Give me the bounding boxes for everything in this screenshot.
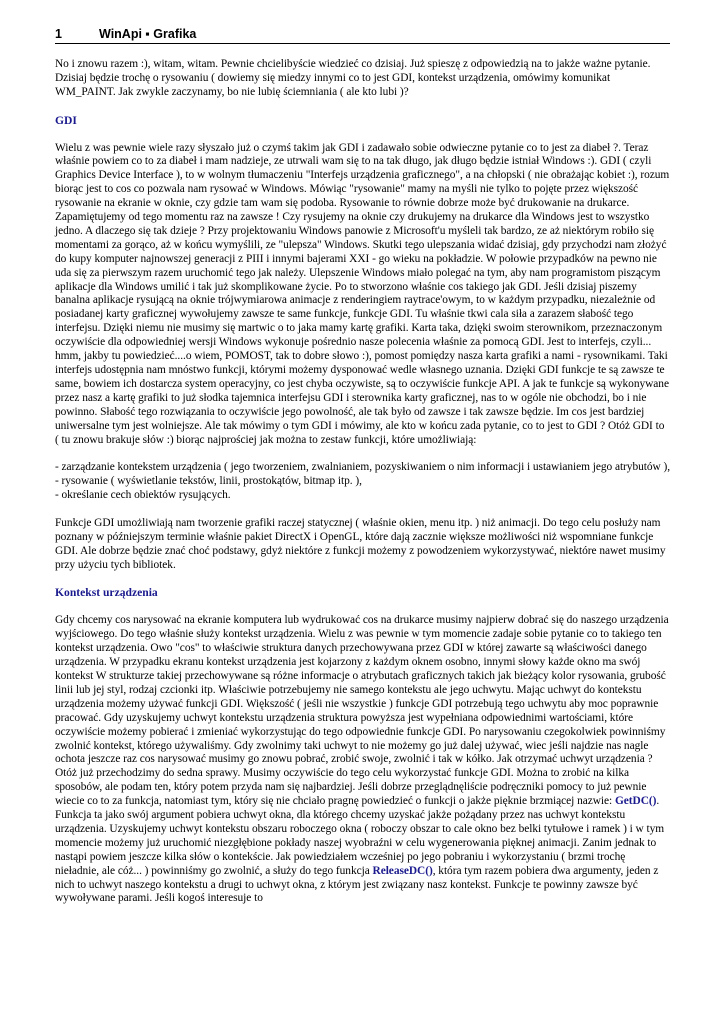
- list-item: - zarządzanie kontekstem urządzenia ( jego tworzeniem, zwalnianiem, pozyskiwaniem o nim informacji i ustawianiem jego atrybutów ),: [55, 461, 671, 474]
- gdi-paragraph: Wielu z was pewnie wiele razy słyszało już o czymś takim jak GDI i zadawało sobie odwieczne pytanie co to jest za diabeł ?. Teraz właśnie powiem co to za diabeł i mam nadzieje, ze utrwali wam się to na tak długo, jak długo będzie istniał Windows :). GDI ( czyli Graphics Device Interface ), to w wolnym tłumaczeniu "Interfejs urządzenia graficznego", a na chłopski ( nie obrażając kobiet :), rozum biorąc jest to cos co pozwala nam rysować w Windows. Mówiąc "rysowanie" mamy na myśli nie tylko to pojęte przez większość rysowanie na ekranie w oknie, czy gdzie tam wam się podoba. Rysowanie to równie dobrze może być drukowanie na drukarce. Zapamiętujemy od tego momentu raz na zawsze ! Czy rysujemy na oknie czy drukujemy na drukarce dla Windows jest to wszystko jedno. A dlaczego się tak dzieje ? Przy projektowaniu Windows panowie z Microsoft'u myśleli tak bardzo, ze aż niektórym robiło się momentami za gorąco, aż w końcu wymyślili, ze "ulepsza" Windows. Skutki tego ulepszania widać dzisiaj, gdy przychodzi nam złożyć do kupy komputer najnowszej generacji z PIII i innymi bajerami XXI - go wieku na pokładzie. W połowie przypadków na pewno nie uda się za pierwszym razem uruchomić tego jak należy. Ulepszenie Windows miało polegać na tym, aby nam programistom piszącym aplikacje dla Windows umilić i tak już skomplikowane życie. Po to stworzono właśnie cos takiego jak GDI. Jeśli dzisiaj piszemy banalna aplikacje rysującą na oknie trójwymiarowa animacje z renderingiem raytrace'owym, to w każdym przypadku, niezależnie od posiadanej karty graficznej wywołujemy zawsze te same funkcje, funkcje GDI. Tu właśnie tkwi cala siła a zarazem słabość tego interfejsu. Dzięki niemu nie musimy się martwic o to jaka mamy kartę grafiki. Karta taka, dzięki swoim sterownikom, przeznaczonym oczywiście dla odpowiedniej wersji Windows wykonuje pośrednio nasze polecenia właśnie za pomocą GDI. Jest to interfejs, czyli... hmm, jakby tu powiedzieć....o wiem, POMOST, tak to dobre słowo :), pomost pomiędzy nasza karta grafiki a nami - rysownikami. Taki interfejs udostępnia nam mnóstwo funkcji, którymi możemy dysponować wedle własnego uznania. Dzięki GDI funkcje te są zawsze te same, bowiem ich dostarcza system operacyjny, co jest chyba oczywiste, są to oczywiście funkcje API. A jak te funkcje są wykonywane przez nasz a kartę grafiki to już słodka tajemnica interfejsu GDI i sterownika karty graficznej, nas to w ogóle nie obchodzi, bo i nie powinno. Słabość tego rozwiązania to oczywiście jego powolność, ale tak było od zawsze i tak zawsze będzie. Im cos jest bardziej uniwersalne tym jest wolniejsze. Ale tak mówimy o tym GDI i mówimy, ale kto w końcu zada pytanie, co to jest to GDI ? Otóż GDI to ( tu znowu brakuje słów :) biorąc najprościej jak można to zestaw funkcji, które umożliwiają:: [55, 141, 670, 446]
- document-page: [55, 27, 670, 906]
- list-item: - określanie cech obiektów rysujących.: [55, 489, 231, 502]
- gdi-bullet-list: [55, 461, 670, 503]
- context-text-part: , która tym razem pobiera dwa argumenty, jeden z nich to uchwyt naszego kontekstu a drugi to uchwyt okna, z którym jest związany nasz kontekst. Funkcje te powinny zawsze być wywoływane parami. Jeśli kogoś interesuje to: [55, 864, 659, 905]
- context-text-part: Gdy chcemy cos narysować na ekranie komputera lub wydrukować cos na drukarce musimy najpierw dobrać się do naszego urządzenia wyjściowego. Do tego właśnie służy kontekst urządzenia. Wielu z was pewnie w tym momencie zadaje sobie pytanie co to takiego ten kontekst urządzenia. Owo "cos" to właściwie struktura danych przechowywana przez GDI w której zawarte są właściwości danego urządzenia. W przypadku ekranu kontekst urządzenia jest kojarzony z każdym oknem osobno, innymi słowy każde okno ma swój kontekst W strukturze takiej przechowywane są różne informacje o atrybutach graficznych takich jak bieżący kolor rysowania, grubość linii lub jej styl, rodzaj czcionki itp. Właściwie potrzebujemy nie samego kontekstu ale jego uchwytu. Mając uchwyt do kontekstu urządzenia możemy używać funkcji GDI. Większość ( jeśli nie wszystkie ) funkcje GDI potrzebują tego uchwytu aby moc poprawnie pracować. Gdy uzyskujemy uchwyt kontekstu urządzenia struktura powyższa jest wypełniana odpowiednimi wartościami, które oczywiście możemy pobierać i zmieniać wykorzystując do tego odpowiednie funkcje GDI. Po narysowaniu czegokolwiek powinniśmy zwolnić kontekst, którego używaliśmy. Gdy zwolnimy taki uchwyt to nie możemy go już dalej używać, wiec jeśli najdzie nas nagle ochota jeszcze raz cos narysować musimy go znowu pobrać, zrobić swoje, zwolnić i tak w kółko. Jak otrzymać uchwyt urządzenia ? Otóż już przechodzimy do sedna sprawy. Musimy oczywiście do tego celu wykorzystać funkcje GDI. Można to zrobić na kilka sposobów, ale podam ten, który potem przyda nam się najbardziej. Jeśli dobrze przeglądnęliście podręczniki pomocy to już pewnie wiecie co to za funkcja, natomiast tym, który się nie chciało pragnę powiedzieć o funkcji o jakże pięknie brzmiącej nazwie:: [55, 614, 669, 808]
- context-paragraph: [55, 614, 670, 906]
- function-name-getdc: GetDC(): [614, 795, 657, 808]
- page-number: 1: [55, 27, 62, 41]
- page-header: [55, 27, 670, 44]
- section-heading-context: Kontekst urządzenia: [55, 586, 158, 600]
- intro-paragraph: No i znowu razem :), witam, witam. Pewnie chcielibyście wiedzieć co dzisiaj. Już spieszę z odpowiedzią na to jakże ważne pytanie. Dzisiaj będzie trochę o rysowaniu ( dowiemy się miedzy innymi co to jest GDI, kontekst urządzenia, omówimy komunikat WM_PAINT. Jak zwykle zaczynamy, bo nie lubię ściemniania ( ale kto lubi )?: [55, 58, 651, 98]
- gdi-closing-paragraph: Funkcje GDI umożliwiają nam tworzenie grafiki raczej statycznej ( właśnie okien, menu itp. ) niż animacji. Do tego celu posłuży nam poznany w późniejszym terminie właśnie pakiet DirectX i OpenGL, które dają zacznie większe możliwości niż wspomniane funkcje GDI. Ale dobrze będzie znać choć podstawy, gdyż niektóre z funkcji możemy z powodzeniem wykorzystywać, niektóre nawet musimy przy użyciu tych bibliotek.: [55, 516, 666, 571]
- context-text-part: . Funkcja ta jako swój argument pobiera uchwyt okna, dla którego chcemy uzyskać jakże pożądany przez nas uchwyt kontekstu urządzenia. Uzyskujemy uchwyt kontekstu obszaru roboczego okna ( roboczy obszar to cale okno bez belki tytułowe i ramek ) i w tym momencie możemy już uruchomić niezgłębione pokłady naszej wyobraźni w celu wygenerowania pięknej animacji. Zanim jednak to nastąpi powiem jeszcze kilka słów o kontekście. Jak powiedziałem wcześniej po jego pobraniu i wykorzystaniu ( brzmi trochę nieładnie, ale cóż... ) powinniśmy go zwolnić, a służy do tego funkcja: [55, 795, 665, 877]
- function-name-releasedc: ReleaseDC(): [372, 864, 433, 877]
- list-item: - rysowanie ( wyświetlanie tekstów, linii, prostokątów, bitmap itp. ),: [55, 475, 362, 488]
- section-heading-gdi: GDI: [55, 113, 77, 127]
- document-title: WinApi ▪ Grafika: [99, 27, 197, 41]
